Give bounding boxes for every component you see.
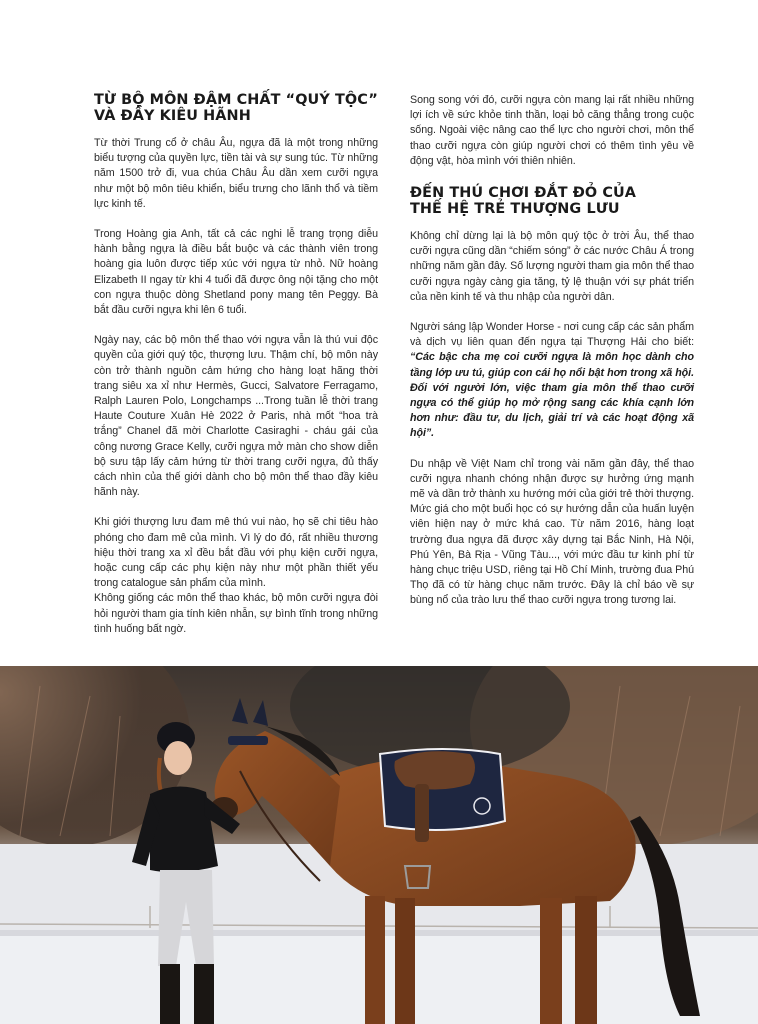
paragraph-with-quote xyxy=(410,320,694,442)
paragraph: Không chỉ dừng lại là bộ môn quý tộc ở trời Âu, thể thao cưỡi ngựa cũng dần “chiếm sóng” ở các nước Châu Á trong những năm gần đây. Số lượng người tham gia môn thể thao cưỡi ngựa ngày càng gia tăng, tỷ lệ thuận với sự phát triển của nền kinh tế và thu nhập của người dân. xyxy=(410,230,694,303)
section-heading-elite xyxy=(410,185,694,217)
paragraph: Khi giới thượng lưu đam mê thú vui nào, họ sẽ chi tiêu hào phóng cho đam mê của mình. Vì lý do đó, rất nhiều thương hiệu thời trang xa xỉ đều bắt đầu với phụ kiện cưỡi ngựa, hoặc cung cấp các phụ kiện này như một phần thiết yếu trong catalogue sản phẩm của mình. xyxy=(94,516,378,590)
pull-quote: “Các bậc cha mẹ coi cưỡi ngựa là môn học dành cho tầng lớp ưu tú, giúp con cái họ nổi bật hơn trong xã hội. Đối với người lớn, việc tham gia môn thể thao cưỡi ngựa có thể giúp họ mở rộng sang các khía cạnh lớn hơn như: đầu tư, du lịch, giải trí và các hoạt động xã hội”. xyxy=(410,351,694,440)
paragraph: Từ thời Trung cổ ở châu Âu, ngựa đã là một trong những biểu tượng của quyền lực, tiền tài và sự sung túc. Từ những năm 1500 trở đi, vua chúa Châu Âu dần xem cưỡi ngựa như một bộ môn tiêu khiển, biểu trưng cho lãnh thổ và tiềm lực kinh tế. xyxy=(94,137,378,210)
heading-line: THẾ HỆ TRẺ THƯỢNG LƯU xyxy=(410,201,620,218)
heading-line: TỪ BỘ MÔN ĐẬM CHẤT “QUÝ TỘC” xyxy=(94,92,378,108)
paragraph: Du nhập về Việt Nam chỉ trong vài năm gần đây, thể thao cưỡi ngựa nhanh chóng nhận được sự hưởng ứng mạnh mẽ và dần trở thành xu hướng mới của giới trẻ thời thượng. Mức giá cho một buổi học có sự hướng dẫn của huấn luyện viên hiện nay ở mức khá cao. Từ năm 2016, hàng loạt trường đua ngựa đã được xây dựng tại Bắc Ninh, Hà Nội, Phú Yên, Bà Rịa - Vũng Tàu..., với mức đầu tư kinh phí từ hàng chục triệu USD, riêng tại Hồ Chí Minh, trường đua Phú Thọ đã có từ hàng chục năm trước. Đây là chỉ báo về sự bùng nổ của trào lưu thể thao cưỡi ngựa trong tương lai. xyxy=(410,457,694,607)
paragraph: Trong Hoàng gia Anh, tất cả các nghi lễ trang trọng diễu hành bằng ngựa là điều bắt buộc và các thành viên trong hoàng gia luôn được tiếp xúc với ngựa từ nhỏ. Nữ hoàng Elizabeth II ngay từ khi 4 tuổi đã được ông nội tặng cho một con ngựa thuộc dòng Shetland pony mang tên Peggy. Bà bắt đầu cưỡi ngựa khi lên 6 tuổi. xyxy=(94,228,378,317)
photo-illustration xyxy=(0,666,758,1024)
paragraph: Ngày nay, các bộ môn thể thao với ngựa vẫn là thú vui độc quyền của giới quý tộc, thượng lưu. Thậm chí, bộ môn này còn trở thành nguồn cảm hứng cho hàng loạt hãng thời trang siêu xa xỉ như Hermès, Gucci, Salvatore Ferragamo, Ralph Lauren Polo, Longchamps ...Trong tuần lễ thời trang Haute Couture Xuân Hè 2022 ở Paris, nhà mốt “hoa trà trắng” Chanel đã mời Charlotte Casiraghi - cháu gái của công nương Grace Kelly, cưỡi ngựa mở màn cho show diễn bộ sưu tập lấy cảm hứng từ thời trang cưỡi ngựa, đủ thấy cách nhìn của thế giới dành cho bộ môn thể thao đầy kiêu hãnh này. xyxy=(94,334,378,499)
rider-and-horse-photo xyxy=(0,666,758,1024)
right-column xyxy=(410,93,694,609)
left-column xyxy=(94,92,378,637)
section-heading-noble xyxy=(94,92,378,124)
paragraph: Không giống các môn thể thao khác, bộ môn cưỡi ngựa đòi hỏi người tham gia tính kiên nhẫn, sự bình tĩnh trong những tình huống bất ngờ. xyxy=(94,592,378,635)
heading-line: VÀ ĐẦY KIÊU HÃNH xyxy=(94,108,251,124)
quote-lead: Người sáng lập Wonder Horse - nơi cung cấp các sản phẩm và dịch vụ liên quan đến ngựa tại Thượng Hải cho biết: xyxy=(410,321,694,349)
heading-line: ĐẾN THÚ CHƠI ĐẮT ĐỎ CỦA xyxy=(410,185,637,202)
paragraph: Song song với đó, cưỡi ngựa còn mang lại rất nhiều những lợi ích về sức khỏe tinh thần, loại bỏ căng thẳng trong cuộc sống. Ngoài việc nâng cao thể lực cho người chơi, môn thể thao cưỡi ngựa còn giúp người chơi có thêm tình yêu về động vật, hòa mình với thiên nhiên. xyxy=(410,94,694,167)
